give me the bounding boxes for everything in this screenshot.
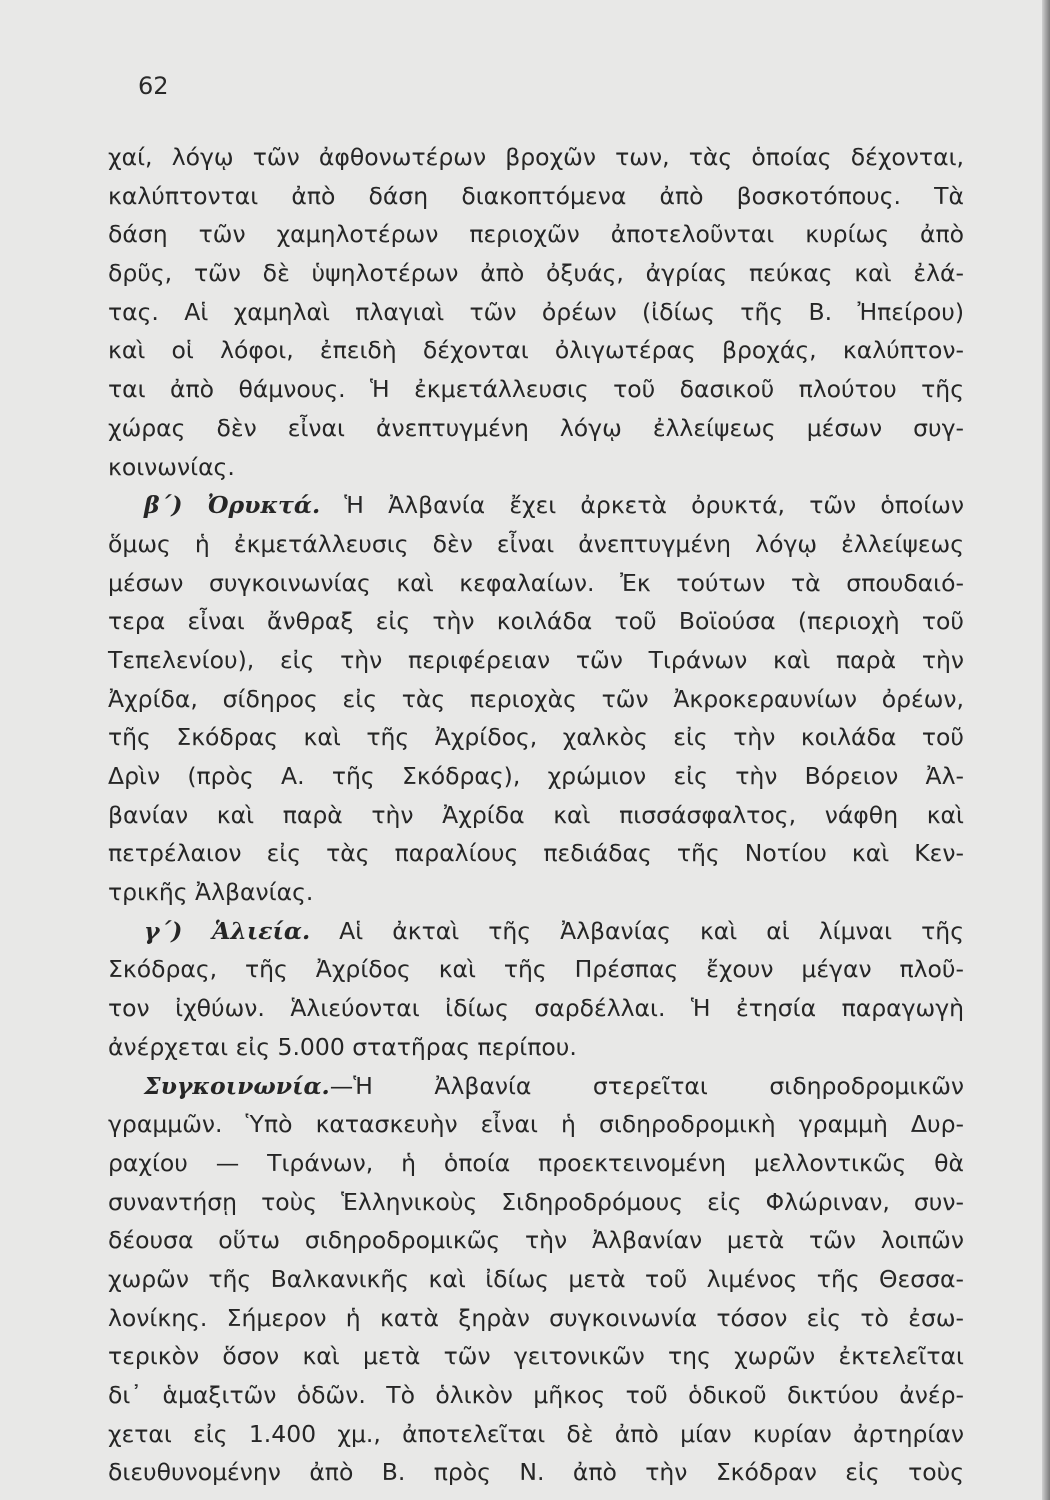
text-line xyxy=(108,138,964,177)
line-text: ραχίου — Τιράνων, ἡ ὁποία προεκτεινομένη μελλοντικῶς θὰ xyxy=(108,1148,964,1177)
line-text: Ἀχρίδα, σίδηρος εἰς τὰς περιοχὰς τῶν Ἀκροκεραυνίων ὀρέων, xyxy=(108,684,964,713)
line-text: Αἱ ἀκταὶ τῆς Ἀλβανίας καὶ αἱ λίμναι τῆς xyxy=(310,916,964,945)
line-text: δέουσα οὕτω σιδηροδρομικῶς τὴν Ἀλβανίαν μετὰ τῶν λοιπῶν xyxy=(108,1226,964,1255)
text-line xyxy=(108,448,964,487)
text-line xyxy=(108,602,964,641)
line-text: Ἡ Ἀλβανία ἔχει ἀρκετὰ ὀρυκτά, τῶν ὁποίων xyxy=(320,491,964,520)
line-text: γραμμῶν. Ὑπὸ κατασκευὴν εἶναι ἡ σιδηροδρομικὴ γραμμὴ Δυρ- xyxy=(108,1110,964,1139)
text-line xyxy=(108,1144,964,1183)
text-line xyxy=(108,486,964,525)
line-text: Τεπελενίου), εἰς τὴν περιφέρειαν τῶν Τιράνων καὶ παρὰ τὴν xyxy=(108,645,964,674)
text-line xyxy=(108,1260,964,1299)
line-text: καλύπτονται ἀπὸ δάση διακοπτόμενα ἀπὸ βοσκοτόπους. Τὰ xyxy=(108,181,964,210)
text-line xyxy=(108,834,964,873)
line-text: Δρὶν (πρὸς Α. τῆς Σκόδρας), χρώμιον εἰς τὴν Βόρειον Ἀλ- xyxy=(108,762,964,790)
text-line xyxy=(108,989,964,1028)
text-line xyxy=(108,1453,964,1492)
text-line xyxy=(108,1028,964,1067)
line-text: καὶ οἱ λόφοι, ἐπειδὴ δέχονται ὀλιγωτέρας βροχάς, καλύπτον- xyxy=(108,336,964,365)
text-line xyxy=(108,1105,964,1144)
line-text: δι᾽ ἁμαξιτῶν ὁδῶν. Τὸ ὁλικὸν μῆκος τοῦ ὁδικοῦ δικτύου ἀνέρ- xyxy=(108,1381,964,1409)
text-line xyxy=(108,680,964,719)
text-line xyxy=(108,1299,964,1338)
body-text xyxy=(108,138,964,1492)
line-text: ται ἀπὸ θάμνους. Ἡ ἐκμετάλλευσις τοῦ δασικοῦ πλούτου τῆς xyxy=(108,375,964,404)
line-text: τερα εἶναι ἄνθραξ εἰς τὴν κοιλάδα τοῦ Βοϊούσα (περιοχὴ τοῦ xyxy=(108,607,964,636)
line-text: πετρέλαιον εἰς τὰς παραλίους πεδιάδας τῆς Νοτίου καὶ Κεν- xyxy=(108,839,964,868)
text-line xyxy=(108,950,964,989)
line-text: διευθυνομένην ἀπὸ Β. πρὸς Ν. ἀπὸ τὴν Σκόδραν εἰς τοὺς xyxy=(108,1458,964,1487)
text-line xyxy=(108,215,964,254)
text-line xyxy=(108,1221,964,1260)
text-line xyxy=(108,1415,964,1454)
line-text: χώρας δὲν εἶναι ἀνεπτυγμένη λόγῳ ἐλλείψεως μέσων συγ- xyxy=(108,413,964,442)
text-line xyxy=(108,409,964,448)
text-line xyxy=(108,718,964,757)
text-line xyxy=(108,254,964,293)
line-text: Σκόδρας, τῆς Ἀχρίδος καὶ τῆς Πρέσπας ἔχουν μέγαν πλοῦ- xyxy=(108,955,964,984)
text-line xyxy=(108,1067,964,1106)
line-text: μέσων συγκοινωνίας καὶ κεφαλαίων. Ἐκ τούτων τὰ σπουδαιό- xyxy=(108,568,964,597)
line-text: —Ἡ Ἀλβανία στερεῖται σιδηροδρομικῶν xyxy=(329,1071,964,1100)
line-text: ὅμως ἡ ἐκμετάλλευσις δὲν εἶναι ἀνεπτυγμένη λόγῳ ἐλλείψεως xyxy=(108,529,964,558)
text-line xyxy=(108,564,964,603)
line-text: τας. Αἱ χαμηλαὶ πλαγιαὶ τῶν ὀρέων (ἰδίως τῆς Β. Ἠπείρου) xyxy=(108,297,964,326)
line-text: δάση τῶν χαμηλοτέρων περιοχῶν ἀποτελοῦνται κυρίως ἀπὸ xyxy=(108,220,964,249)
text-line xyxy=(108,1337,964,1376)
text-line xyxy=(108,370,964,409)
page-number: 62 xyxy=(138,72,169,100)
section-heading: β΄) Ὀρυκτά. xyxy=(144,491,321,520)
line-text: βανίαν καὶ παρὰ τὴν Ἀχρίδα καὶ πισσάσφαλτος, νάφθη καὶ xyxy=(108,800,964,829)
line-text: χεται εἰς 1.400 χμ., ἀποτελεῖται δὲ ἀπὸ μίαν κυρίαν ἀρτηρίαν xyxy=(108,1419,964,1448)
line-text: τερικὸν ὅσον καὶ μετὰ τῶν γειτονικῶν της χωρῶν ἐκτελεῖται xyxy=(108,1342,964,1371)
text-line xyxy=(108,757,964,796)
line-text: λονίκης. Σήμερον ἡ κατὰ ξηρὰν συγκοινωνία τόσον εἰς τὸ ἐσω- xyxy=(108,1303,964,1332)
text-line xyxy=(108,177,964,216)
text-line xyxy=(108,293,964,332)
section-heading: Συγκοινωνία. xyxy=(144,1071,330,1100)
text-line xyxy=(108,331,964,370)
line-text: τρικῆς Ἀλβανίας. xyxy=(108,878,314,907)
text-line xyxy=(108,641,964,680)
line-text: τῆς Σκόδρας καὶ τῆς Ἀχρίδος, χαλκὸς εἰς τὴν κοιλάδα τοῦ xyxy=(108,723,964,752)
section-heading: γ΄) Ἁλιεία. xyxy=(144,916,311,945)
text-line xyxy=(108,796,964,835)
line-text: ἀνέρχεται εἰς 5.000 στατῆρας περίπου. xyxy=(108,1032,577,1061)
line-text: κοινωνίας. xyxy=(108,452,235,481)
text-line xyxy=(108,873,964,912)
line-text: χαί, λόγῳ τῶν ἀφθονωτέρων βροχῶν των, τὰς ὁποίας δέχονται, xyxy=(108,143,964,171)
text-line xyxy=(108,912,964,951)
line-text: συναντήσῃ τοὺς Ἑλληνικοὺς Σιδηροδρόμους εἰς Φλώριναν, συν- xyxy=(108,1187,964,1216)
line-text: τον ἰχθύων. Ἁλιεύονται ἰδίως σαρδέλλαι. Ἡ ἐτησία παραγωγὴ xyxy=(108,994,964,1023)
text-line xyxy=(108,1376,964,1415)
line-text: δρῦς, τῶν δὲ ὑψηλοτέρων ἀπὸ ὀξυάς, ἀγρίας πεύκας καὶ ἐλά- xyxy=(108,259,964,288)
text-line xyxy=(108,525,964,564)
line-text: χωρῶν τῆς Βαλκανικῆς καὶ ἰδίως μετὰ τοῦ λιμένος τῆς Θεσσα- xyxy=(108,1264,964,1293)
text-line xyxy=(108,1183,964,1222)
